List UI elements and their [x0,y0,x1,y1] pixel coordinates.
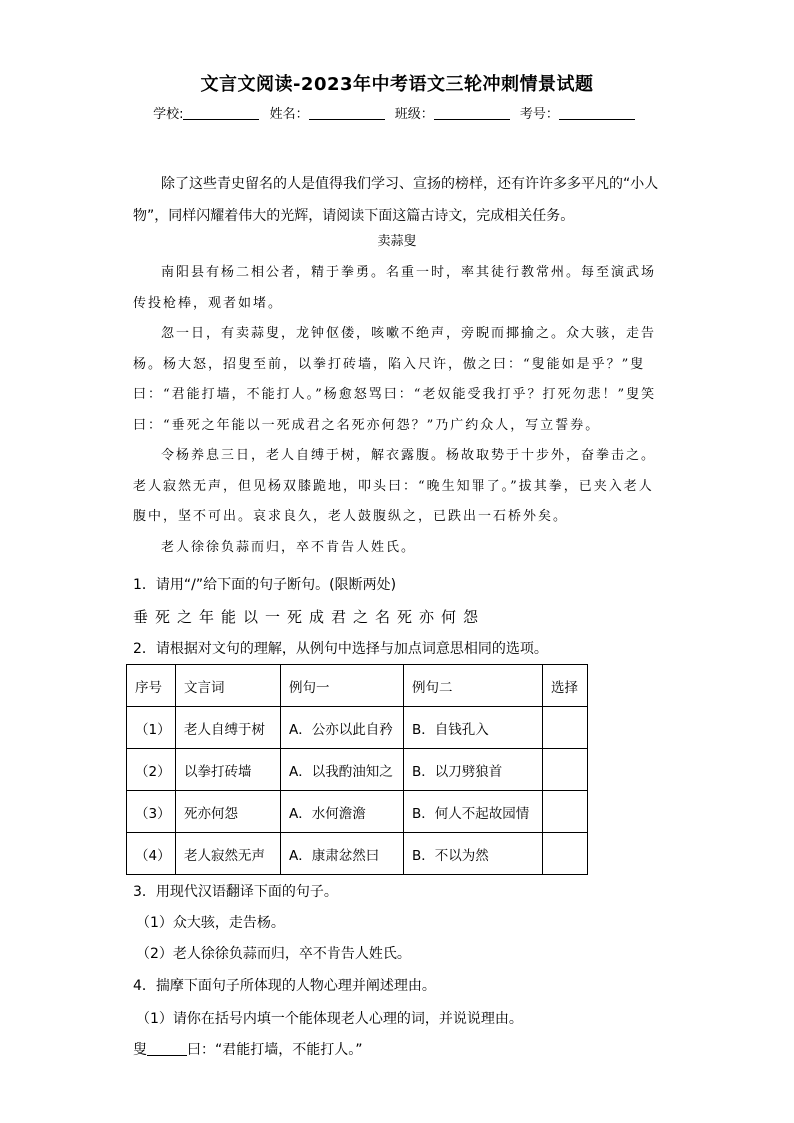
number-blank[interactable] [559,107,635,120]
table-cell: B．何人不起故园情 [404,791,543,833]
table-header-cell: 选择 [543,665,588,707]
passage-paragraph: 令杨养息三日，老人自缚于树，解衣露腹。杨故取势于十步外，奋拳击之。老人寂然无声，但见杨双膝跪地，叩头曰：“晚生知罪了。”拔其拳，已夹入老人腹中，坚不可出。哀求良久，老人鼓腹纵之，已跌出一石桥外矣。 [133,448,657,524]
class-blank[interactable] [434,107,510,120]
table-row [127,833,588,875]
answer-cell[interactable] [543,791,588,833]
fill-blank[interactable] [147,1043,187,1056]
table-cell: A．以我酌油知之 [281,749,404,791]
passage-paragraph: 老人徐徐负蒜而归，卒不肯告人姓氏。 [161,539,417,555]
passage-body [133,258,665,563]
table-row [127,707,588,749]
table-cell: 老人寂然无声 [176,833,281,875]
name-blank[interactable] [309,107,385,120]
table-cell: （3） [127,791,176,833]
question-2-table [126,664,588,875]
fill-suffix: 曰：“君能打墙，不能打人。” [187,1042,363,1058]
table-row [127,791,588,833]
table-cell: A．水何澹澹 [281,791,404,833]
table-header-cell: 例句二 [404,665,543,707]
table-row [127,749,588,791]
class-label: 班级： [394,107,434,122]
question-1: 1．请用“/”给下面的句子断句。(限断两处) [133,577,397,593]
student-info-line [0,103,794,122]
passage-paragraph: 南阳县有杨二相公者，精于拳勇。名重一时，率其徒行教常州。每至演武场传投枪棒，观者如堵。 [133,265,657,311]
question-4-fill-line [133,1039,363,1059]
school-blank[interactable] [183,107,259,120]
question-4: 4．揣摩下面句子所体现的人物心理并阐述理由。 [133,978,436,994]
fill-prefix: 叟 [133,1042,147,1058]
table-cell: B．以刀劈狼首 [404,749,543,791]
table-cell: （2） [127,749,176,791]
table-cell: 老人自缚于树 [176,707,281,749]
question-1-sentence: 垂死之年能以一死成君之名死亦何怨 [133,608,486,626]
table-cell: （1） [127,707,176,749]
answer-cell[interactable] [543,749,588,791]
table-cell: 死亦何怨 [176,791,281,833]
page-title: 文言文阅读-2023年中考语文三轮冲刺情景试题 [200,74,594,95]
question-4-item-1: （1）请你在括号内填一个能体现老人心理的词，并说说理由。 [136,1011,523,1027]
passage-paragraph: 忽一日，有卖蒜叟，龙钟伛偻，咳嗽不绝声，旁睨而揶揄之。众大骇，走告杨。杨大怒，招叟至前，以拳打砖墙，陷入尺许，傲之曰：“叟能如是乎？”叟曰：“君能打墙，不能打人。”杨愈怒骂曰：“老奴能受我打乎？打死勿悲！”叟笑曰：“垂死之年能以一死成君之名死亦何怨？”乃广约众人，写立誓券。 [133,326,657,433]
question-3-item-1: （1）众大骇，走告杨。 [136,915,285,931]
table-header-cell: 文言词 [176,665,281,707]
table-cell: （4） [127,833,176,875]
table-header-cell: 例句一 [281,665,404,707]
table-cell: B．不以为然 [404,833,543,875]
table-cell: A．康肃忿然曰 [281,833,404,875]
name-label: 姓名： [269,107,309,122]
question-3: 3．用现代汉语翻译下面的句子。 [133,884,338,900]
table-cell: B．自钱孔入 [404,707,543,749]
answer-cell[interactable] [543,833,588,875]
table-header-row [127,665,588,707]
number-label: 考号： [519,107,559,122]
table-header-cell: 序号 [127,665,176,707]
question-3-item-2: （2）老人徐徐负蒜而归，卒不肯告人姓氏。 [136,946,411,962]
table-cell: 以拳打砖墙 [176,749,281,791]
intro-paragraph: 除了这些青史留名的人是值得我们学习、宣扬的榜样，还有许许多多平凡的“小人物”，同样闪耀着伟大的光辉，请阅读下面这篇古诗文，完成相关任务。 [133,176,659,224]
table-cell: A．公亦以此自矜 [281,707,404,749]
answer-cell[interactable] [543,707,588,749]
school-label: 学校: [153,107,184,122]
passage-title: 卖蒜叟 [377,234,417,249]
question-2: 2．请根据对文句的理解，从例句中选择与加点词意思相同的选项。 [133,641,548,657]
